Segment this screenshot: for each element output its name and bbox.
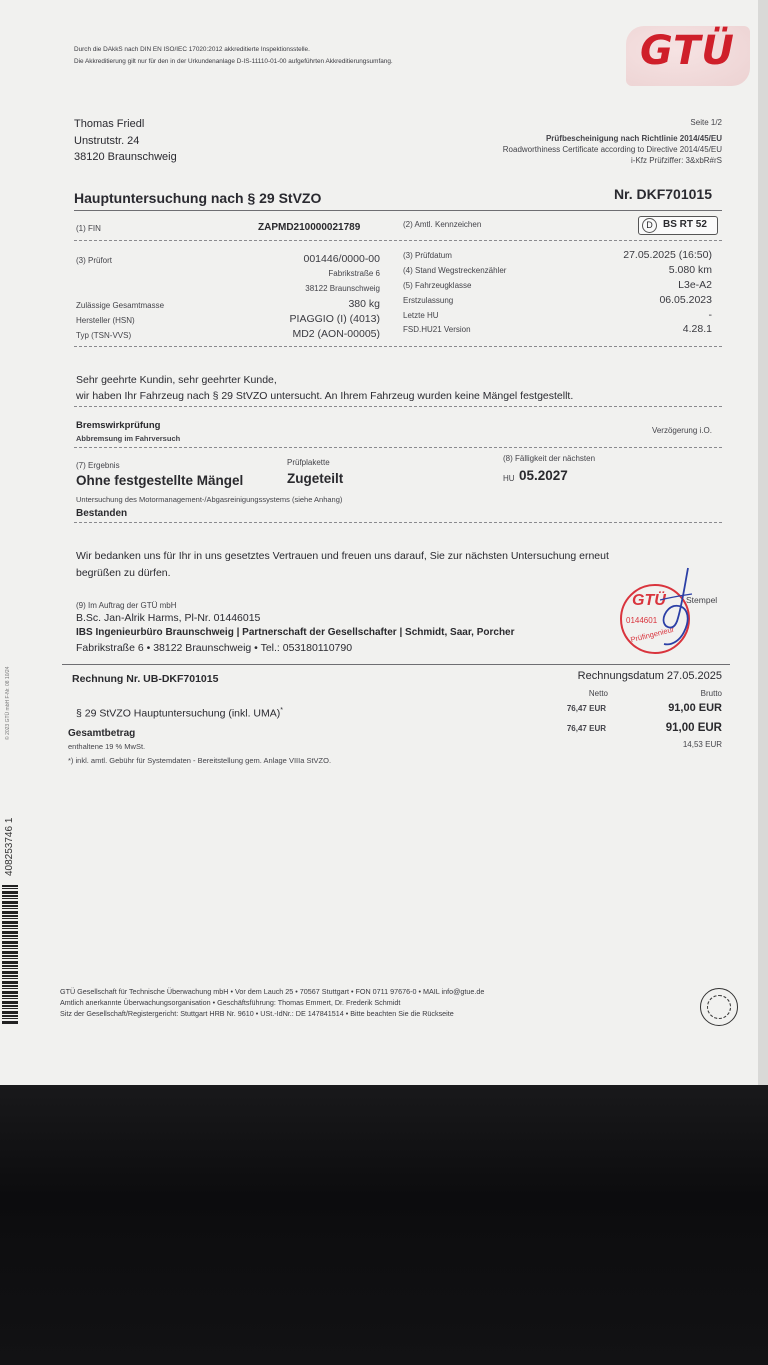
result-label: (7) Ergebnis — [76, 461, 120, 470]
pruefort-street: Fabrikstraße 6 — [328, 269, 380, 278]
gtu-logo: GTÜ — [640, 28, 735, 74]
stamp-number: 0144601 — [626, 616, 658, 625]
signature — [600, 560, 710, 670]
divider — [74, 346, 722, 347]
motor-test-text: Untersuchung des Motormanagement-/Abgasreinigungssystems (siehe Anhang) — [76, 495, 343, 504]
total-brutto: 91,00 EUR — [665, 722, 722, 734]
total-netto: 76,47 EUR — [566, 724, 606, 733]
klasse-value: L3e-A2 — [678, 279, 712, 291]
plakette-label: Prüfplakette — [287, 458, 330, 467]
document-number: Nr. DKF701015 — [613, 186, 712, 202]
invoice-item-text: § 29 StVZO Hauptuntersuchung (inkl. UMA) — [76, 707, 281, 720]
invoice-item-footnote-mark: * — [280, 707, 283, 714]
fin-value: ZAPMD210000021789 — [258, 222, 361, 233]
erstzulassung-label: Erstzulassung — [403, 296, 454, 305]
plakette-value: Zugeteilt — [287, 471, 344, 486]
kfz-pruefziffer: i-Kfz Prüfziffer: 3&xbR#rS — [631, 156, 722, 165]
form-reference: © 2023 GTÜ mbH F-Nr. 08 10/24 — [5, 666, 11, 740]
km-value: 5.080 km — [668, 264, 712, 276]
kennzeichen-label: (2) Amtl. Kennzeichen — [403, 220, 482, 229]
letzte-hu-label: Letzte HU — [403, 311, 439, 320]
result-value: Ohne festgestellte Mängel — [76, 473, 244, 488]
page-indicator: Seite 1/2 — [690, 118, 722, 127]
certificate-title-en: Roadworthiness Certificate according to Directive 2014/45/EU — [502, 145, 722, 154]
pruefdatum-label: (3) Prüfdatum — [403, 251, 452, 260]
stamp-title: Prüfingenieur — [629, 624, 676, 645]
netto-header: Netto — [588, 689, 608, 698]
plate-country: D — [642, 218, 657, 233]
greeting: Sehr geehrte Kundin, sehr geehrter Kunde, — [76, 374, 277, 386]
hersteller-value: PIAGGIO (I) (4013) — [289, 313, 380, 325]
recipient-name: Thomas Friedl — [74, 118, 145, 130]
pruefort-label: (3) Prüfort — [76, 256, 113, 265]
barcode — [2, 885, 18, 1025]
invoice-date: Rechnungsdatum 27.05.2025 — [577, 670, 722, 682]
hersteller-label: Hersteller (HSN) — [76, 316, 135, 325]
brake-test-title: Bremswirkprüfung — [76, 420, 161, 431]
dark-background — [0, 1085, 768, 1365]
certificate-title: Prüfbescheinigung nach Richtlinie 2014/45/EU — [545, 134, 722, 143]
letzte-hu-value: - — [708, 309, 712, 321]
fin-label: (1) FIN — [76, 224, 101, 233]
pruefort-city: 38122 Braunschweig — [305, 284, 380, 293]
typ-label: Typ (TSN-VVS) — [76, 331, 132, 340]
divider — [74, 406, 722, 407]
accreditation-line-2: Die Akkreditierung gilt nur für den in der Urkundenanlage D-IS-11110-01-00 aufgeführten Akkreditierungsumfang. — [74, 58, 393, 65]
accreditation-line-1: Durch die DAkkS nach DIN EN ISO/IEC 17020:2012 akkreditierte Inspektionsstelle. — [74, 46, 310, 53]
pruefdatum-value: 27.05.2025 (16:50) — [623, 249, 712, 261]
certification-seal-icon — [700, 988, 738, 1026]
pruefort-id: 001446/0000-00 — [303, 253, 380, 265]
footer-line-3: Sitz der Gesellschaft/Registergericht: Stuttgart HRB Nr. 9610 • USt.-IdNr.: DE 147841514 • Bitte beachten Sie die Rückseite — [60, 1009, 454, 1018]
recipient-street: Unstrutstr. 24 — [74, 135, 140, 147]
license-plate — [638, 216, 718, 235]
inspector-name: B.Sc. Jan-Alrik Harms, Pl-Nr. 01446015 — [76, 612, 261, 624]
vat-label: enthaltene 19 % MwSt. — [68, 742, 146, 751]
total-label: Gesamtbetrag — [68, 728, 136, 739]
fsd-value: 4.28.1 — [682, 323, 712, 335]
brake-test-subtitle: Abbremsung im Fahrversuch — [76, 434, 181, 443]
divider — [74, 210, 722, 211]
invoice-footnote: *) inkl. amtl. Gebühr für Systemdaten - Bereitstellung gem. Anlage VIIIa StVZO. — [68, 756, 332, 765]
greeting-text: wir haben Ihr Fahrzeug nach § 29 StVZO untersucht. An Ihrem Fahrzeug wurden keine Mängel festgestellt. — [76, 390, 574, 402]
stamp-gtu: GTÜ — [632, 592, 666, 609]
hu-prefix: HU — [503, 474, 515, 483]
divider — [62, 664, 730, 665]
faelligkeit-value: 05.2027 — [519, 468, 568, 483]
divider — [74, 522, 722, 523]
barcode-number: 408253746 1 — [4, 817, 15, 876]
footer-line-2: Amtlich anerkannte Überwachungsorganisation • Geschäftsführung: Thomas Emmert, Dr. Frederik Schmidt — [60, 998, 401, 1007]
thanks-line-1: Wir bedanken uns für Ihr in uns gesetztes Vertrauen und freuen uns darauf, Sie zur nächsten Untersuchung erneut — [76, 550, 609, 562]
invoice-item-brutto: 91,00 EUR — [668, 702, 722, 714]
invoice-number: Rechnung Nr. UB-DKF701015 — [72, 673, 219, 685]
company-address: Fabrikstraße 6 • 38122 Braunschweig • Tel.: 053180110790 — [76, 642, 353, 654]
divider — [74, 447, 722, 448]
divider — [74, 240, 722, 241]
invoice-item — [76, 707, 283, 720]
stamp-label: Stempel — [686, 595, 718, 605]
thanks-line-2: begrüßen zu dürfen. — [76, 567, 171, 579]
masse-label: Zulässige Gesamtmasse — [76, 301, 165, 310]
footer-line-1: GTÜ Gesellschaft für Technische Überwachung mbH • Vor dem Lauch 25 • 70567 Stuttgart • FON 0711 97676-0 • MAIL info@gtue.de — [60, 987, 485, 996]
motor-test-result: Bestanden — [76, 508, 128, 519]
masse-value: 380 kg — [348, 298, 380, 310]
brake-test-result: Verzögerung i.O. — [651, 426, 712, 435]
plate-number: BS RT 52 — [663, 219, 707, 230]
document-title: Hauptuntersuchung nach § 29 StVZO — [74, 190, 322, 206]
km-label: (4) Stand Wegstreckenzähler — [403, 266, 507, 275]
auftrag-label: (9) Im Auftrag der GTÜ mbH — [76, 601, 177, 610]
invoice-item-netto: 76,47 EUR — [566, 704, 606, 713]
brutto-header: Brutto — [700, 689, 722, 698]
vat-value: 14,53 EUR — [682, 740, 722, 749]
fsd-label: FSD.HU21 Version — [403, 325, 471, 334]
faelligkeit-label: (8) Fälligkeit der nächsten — [503, 454, 596, 463]
recipient-city: 38120 Braunschweig — [74, 151, 177, 163]
company-name: IBS Ingenieurbüro Braunschweig | Partnerschaft der Gesellschafter | Schmidt, Saar, Porcher — [76, 627, 515, 638]
erstzulassung-value: 06.05.2023 — [659, 294, 712, 306]
typ-value: MD2 (AON-00005) — [292, 328, 380, 340]
klasse-label: (5) Fahrzeugklasse — [403, 281, 472, 290]
